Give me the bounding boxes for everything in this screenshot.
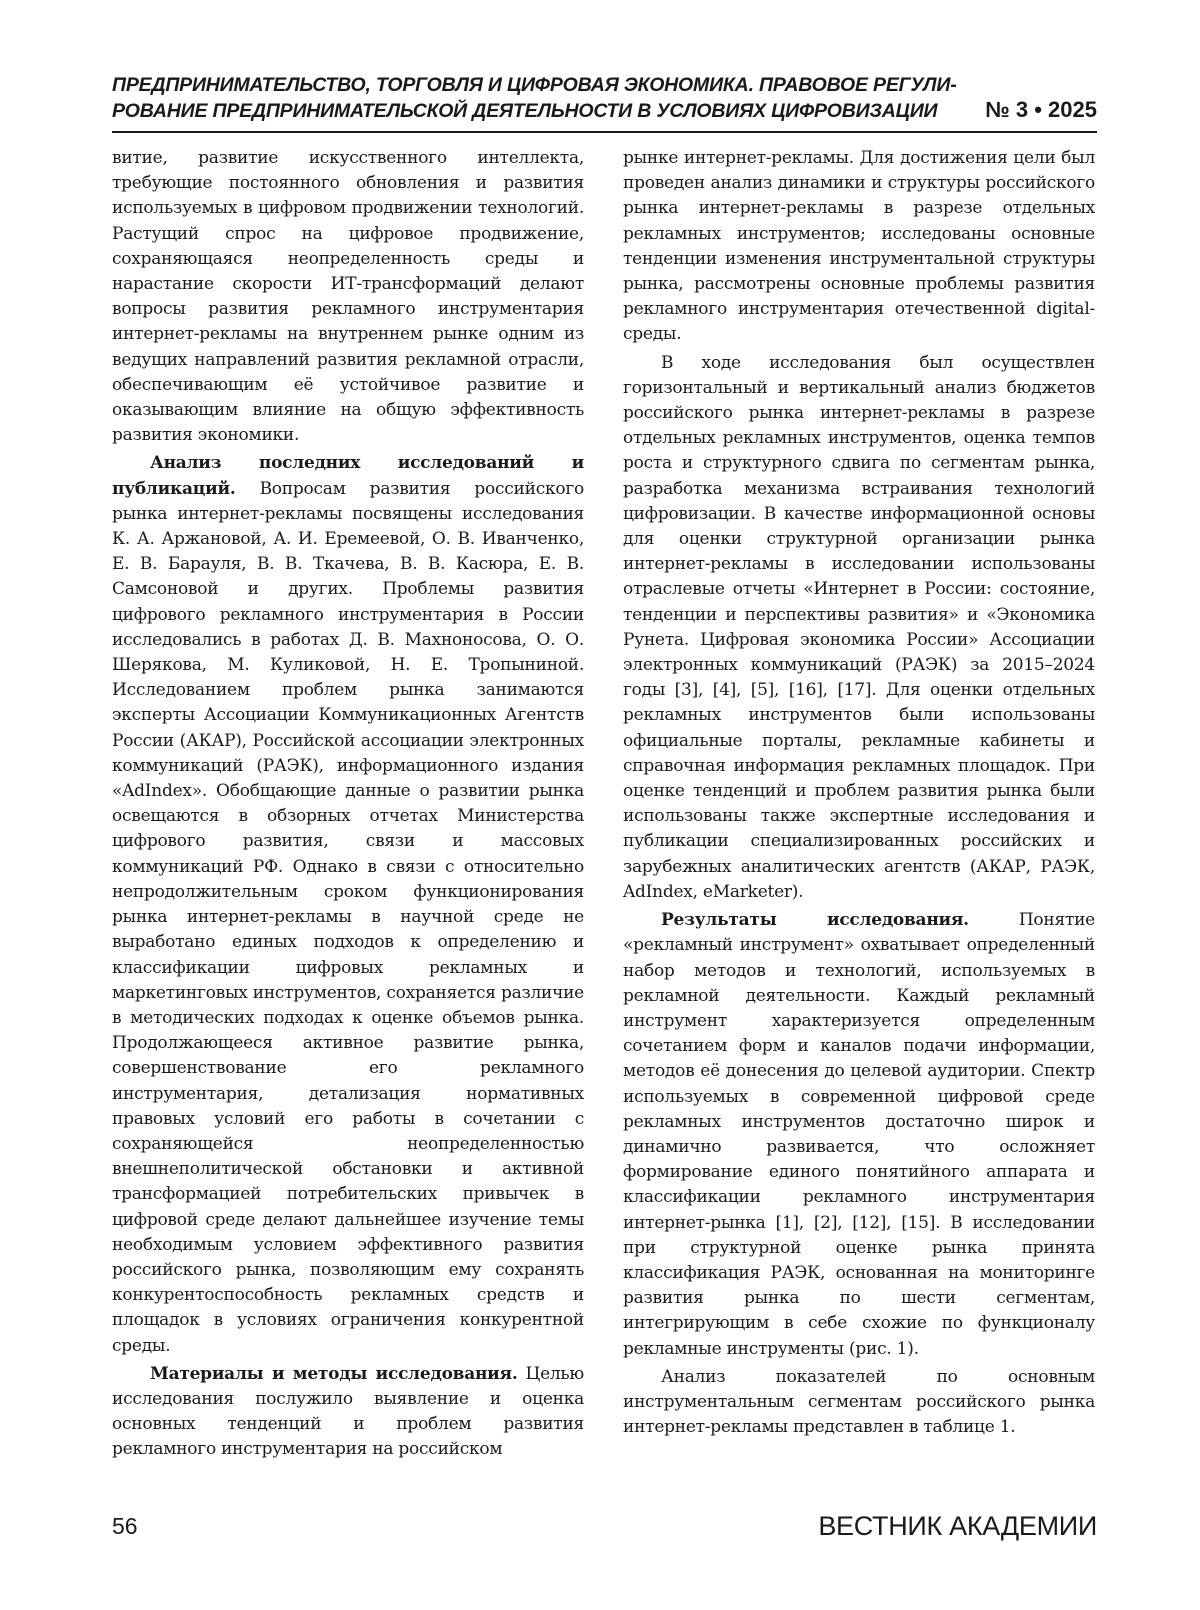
paragraph-methods-continuation: рынке интернет-рекламы. Для достижения цели был проведен анализ динамики и структуры российского рынка интернет-рекламы в разрезе отдельных рекламных инструментов; исследованы основные тенденции изменения инструментальной структуры рынка, рассмотрены основные проблемы развития рекламного инструментария отечественной digital-среды. [623, 148, 1095, 345]
left-column [112, 146, 584, 1463]
section-heading-methods: Материалы и методы исследования. [150, 1363, 518, 1384]
section-heading-results: Результаты исследования. [661, 910, 969, 931]
page-number: 56 [112, 1513, 138, 1539]
section-title-line-1: ПРЕДПРИНИМАТЕЛЬСТВО, ТОРГОВЛЯ И ЦИФРОВАЯ ЭКОНОМИКА. ПРАВОВОЕ РЕГУЛИ- [112, 74, 957, 96]
paragraph-intro-continuation: витие, развитие искусственного интеллекта, требующие постоянного обновления и развития используемых в цифровом продвижении технологий. Растущий спрос на цифровое продвижение, сохраняющаяся неопределенность среды и нарастание скорости ИТ-трансформаций делают вопросы развития рекламного инструментария интернет-рекламы на внутреннем рынке одним из ведущих направлений развития рекламной отрасли, обеспечивающим её устойчивое развитие и оказывающим влияние на общую эффективность развития экономики. [112, 148, 584, 446]
paragraph-table-reference: Анализ показателей по основным инструментальным сегментам российского рынка интернет-рекламы представлен в таблице 1. [623, 1366, 1095, 1438]
paragraph-results [623, 908, 1095, 1362]
section-title [112, 72, 957, 124]
paragraph-materials-methods [112, 1362, 584, 1463]
methods-text: Целью исследования послужило выявление и оценка основных тенденций и проблем развития рекламного инструментария на российском [112, 1363, 584, 1460]
section-heading-literature: Анализ последних исследований и публикаций. [112, 453, 584, 499]
section-title-line-2: РОВАНИЕ ПРЕДПРИНИМАТЕЛЬСКОЙ ДЕЯТЕЛЬНОСТИ В УСЛОВИЯХ ЦИФРОВИЗАЦИИ [112, 100, 938, 122]
issue-number: № 3 • 2025 [985, 97, 1097, 122]
running-header [112, 72, 1097, 130]
results-text: Понятие «рекламный инструмент» охватывает определенный набор методов и технологий, используемых в рекламной деятельности. Каждый рекламный инструмент характеризуется определенным сочетанием форм и каналов подачи информации, методов её донесения до целевой аудитории. Спектр используемых в современной цифровой среде рекламных инструментов достаточно широк и динамично развивается, что осложняет формирование единого понятийного аппарата и классификации рекламного инструментария интернет-рынка [1], [2], [12], [15]. В исследовании при структурной оценке рынка принята классификация РАЭК, основанная на мониторинге развития рынка по шести сегментам, интегрирующим в себе схожие по функционалу рекламные инструменты (рис. 1). [623, 910, 1095, 1359]
literature-review-text: Вопросам развития российского рынка интернет-рекламы посвящены исследования К. А. Аржановой, А. И. Еремеевой, О. В. Иванченко, Е. В. Барауля, В. В. Ткачева, В. В. Касюра, Е. В. Самсоновой и других. Проблемы развития цифрового рекламного инструментария в России исследовались в работах Д. В. Махноносова, О. О. Шерякова, М. Куликовой, Н. Е. Тропыниной. Исследованием проблем рынка занимаются эксперты Ассоциации Коммуникационных Агентств России (АКАР), Российской ассоциации электронных коммуникаций (РАЭК), информационного издания «AdIndex». Обобщающие данные о развитии рынка освещаются в обзорных отчетах Министерства цифрового развития, связи и массовых коммуникаций РФ. Однако в связи с относительно непродолжительным сроком функционирования рынка интернет-рекламы в научной среде не выработано единых подходов к определению и классификации цифровых рекламных и маркетинговых инструментов, сохраняется различие в методических подходах к оценке объемов рынка. Продолжающееся активное развитие рынка, совершенствование его рекламного инструментария, детализация нормативных правовых условий его работы в сочетании с сохраняющейся неопределенностью внешнеполитической обстановки и активной трансформацией потребительских привычек в цифровой среде делают дальнейшее изучение темы необходимым условием эффективного развития российского рынка, позволяющим ему сохранять конкурентоспособность рекламных средств и площадок в условиях ограничения конкурентной среды. [112, 478, 584, 1356]
journal-name: ВЕСТНИК АКАДЕМИИ [818, 1511, 1097, 1541]
header-divider [112, 131, 1097, 133]
right-column [623, 146, 1095, 1440]
paragraph-research-approach: В ходе исследования был осуществлен горизонтальный и вертикальный анализ бюджетов российского рынка интернет-рекламы в разрезе отдельных рекламных инструментов, оценка темпов роста и структурного сдвига по сегментам рынка, разработка механизма встраивания технологий цифровизации. В качестве информационной основы для оценки структурной организации рынка интернет-рекламы в исследовании использованы отраслевые отчеты «Интернет в России: состояние, тенденции и перспективы развития» и «Экономика Рунета. Цифровая экономика России» Ассоциации электронных коммуникаций (РАЭК) за 2015–2024 годы [3], [4], [5], [16], [17]. Для оценки отдельных рекламных инструментов были использованы официальные порталы, рекламные кабинеты и справочная информация рекламных площадок. При оценке тенденций и проблем развития рынка были использованы также экспертные исследования и публикации специализированных российских и зарубежных аналитических агентств (АКАР, РАЭК, AdIndex, eMarketer). [623, 352, 1095, 902]
paragraph-literature-review [112, 451, 584, 1358]
